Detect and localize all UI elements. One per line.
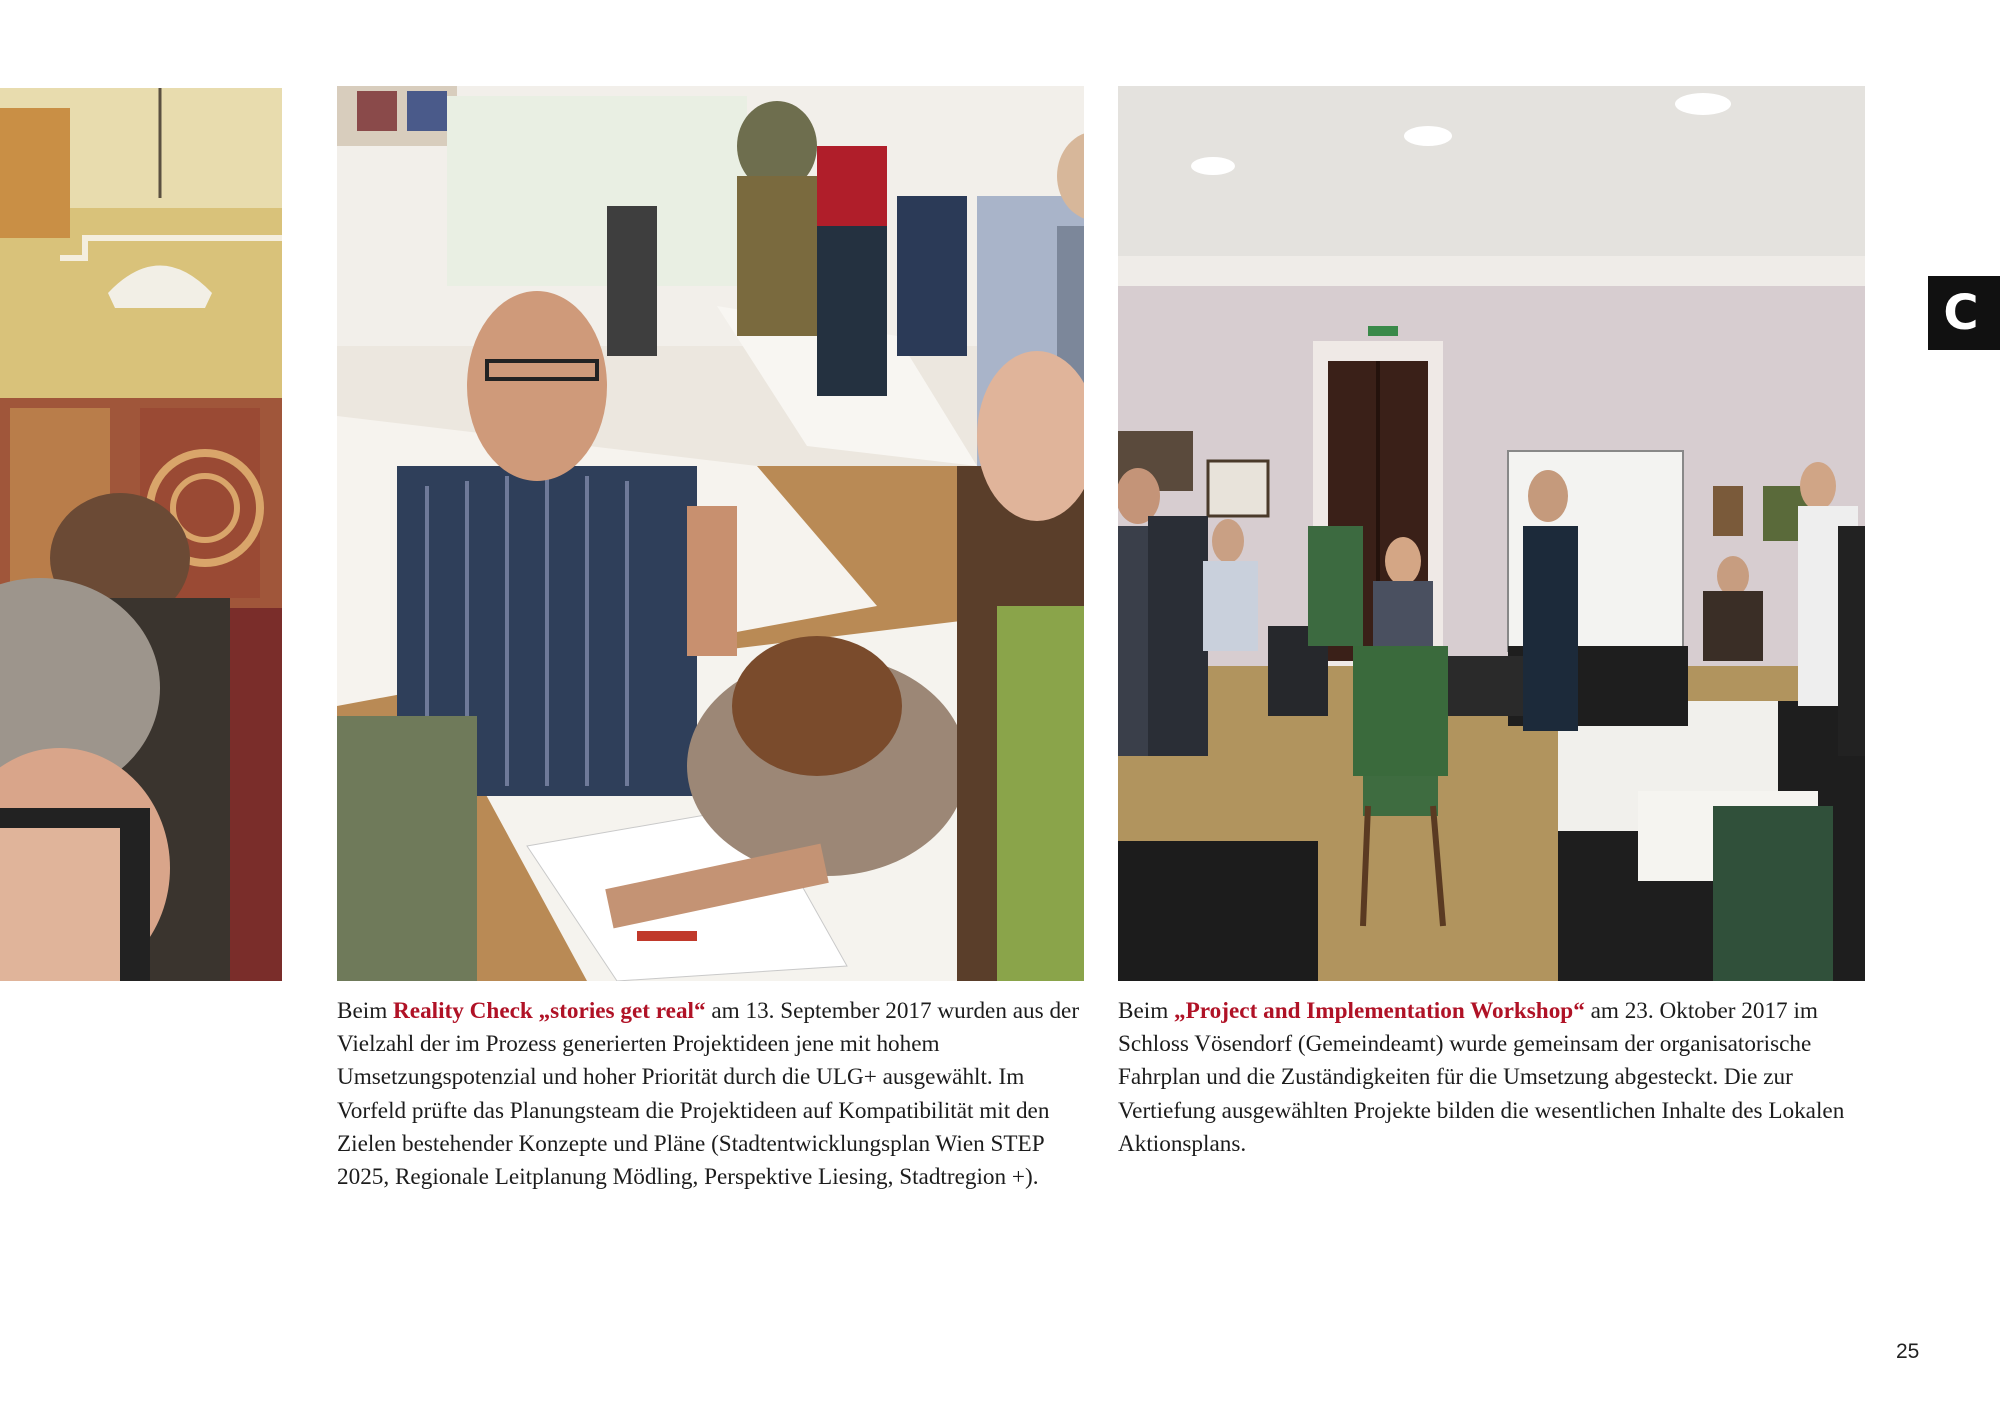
photo-left: [0, 88, 282, 981]
caption-intro: Beim: [1118, 998, 1175, 1024]
caption-highlight: „Project and Implementation Workshop“: [1174, 998, 1585, 1024]
photo-middle: [337, 86, 1084, 981]
photo-reality-check-workshop-icon: [337, 86, 1084, 981]
caption-implementation-workshop: [1118, 995, 1868, 1161]
caption-body: am 13. September 2017 wurden aus der Vielzahl der im Prozess generierten Projektideen jene mit hohem Umsetzungspotenzial und hoher Priorität durch die ULG+ ausgewählt. Im Vorfeld prüfte das Planungsteam die Projektideen auf Kompatibilität mit den Zielen bestehender Konzepte und Pläne (Stadtentwicklungsplan Wien STEP 2025, Regionale Leitplanung Mödling, Perspektive Liesing, Stadtregion +).: [337, 998, 1080, 1191]
photo-right: [1118, 86, 1865, 981]
caption-intro: Beim: [337, 998, 394, 1024]
caption-highlight: Reality Check „stories get real“: [393, 998, 706, 1024]
caption-body: am 23. Oktober 2017 im Schloss Vösendorf (Gemeindeamt) wurde gemeinsam der organisatorische Fahrplan und die Zuständigkeiten für die Umsetzung abgesteckt. Die zur Vertiefung ausgewählten Projekte bilden die wesentlichen Inhalte des Lokalen Aktionsplans.: [1118, 998, 1845, 1157]
caption-reality-check: [337, 995, 1087, 1194]
photo-implementation-workshop-hall-icon: [1118, 86, 1865, 981]
page-number: 25: [1896, 1340, 1920, 1363]
section-tab: C: [1928, 276, 2000, 350]
photo-meeting-room-left-icon: [0, 88, 282, 981]
